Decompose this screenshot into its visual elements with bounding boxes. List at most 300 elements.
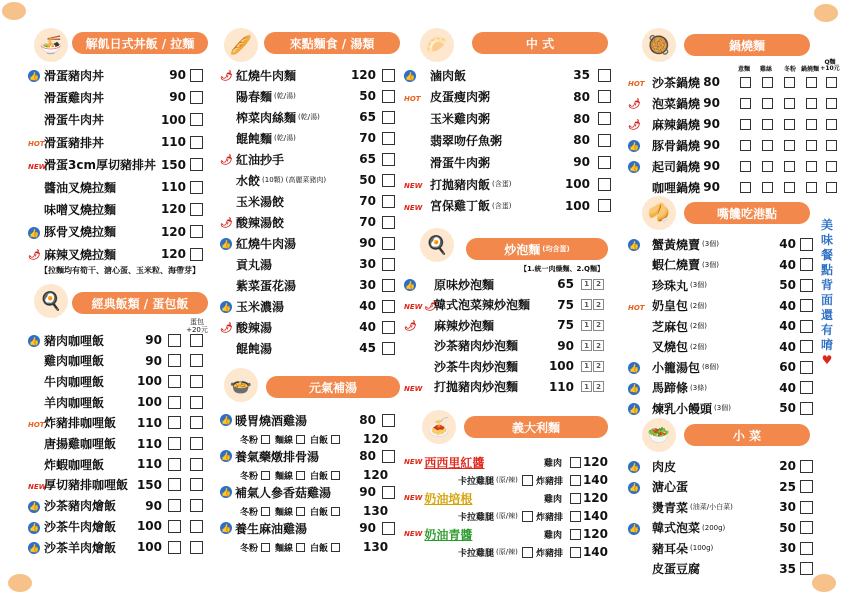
- section-title-pot-noodles: 鍋燒麵: [684, 34, 810, 56]
- item-price: 90: [359, 521, 376, 535]
- order-checkbox[interactable]: [800, 460, 813, 473]
- order-checkbox[interactable]: [800, 521, 813, 534]
- noodle-choice-2[interactable]: 2: [593, 320, 604, 331]
- new-badge-icon: NEW: [404, 458, 423, 466]
- order-checkbox[interactable]: [740, 77, 751, 88]
- item-note: (3個): [702, 260, 719, 269]
- item-name: 煉乳小饅頭: [652, 401, 713, 416]
- order-checkbox[interactable]: [740, 119, 751, 130]
- item-name: 酸辣湯: [236, 320, 273, 335]
- item-price: 75: [557, 297, 574, 312]
- order-checkbox[interactable]: [800, 480, 813, 493]
- thumbs-up-icon: 👍: [629, 162, 639, 172]
- thumbs-up-icon: 👍: [29, 543, 39, 553]
- item-name: 水餃: [236, 173, 261, 188]
- order-checkbox[interactable]: [800, 381, 813, 394]
- item-name: 補氣人參香菇雞湯: [235, 485, 332, 500]
- item-name: 暖胃燒酒雞湯: [235, 413, 308, 428]
- option-checkbox[interactable]: [331, 435, 340, 444]
- chili-icon: 🌶: [628, 99, 641, 110]
- egg-shell-decoration: [814, 4, 838, 22]
- item-price: 80: [703, 75, 720, 89]
- pot-noodle-type-header: 雞絲: [759, 66, 772, 73]
- pot-noodle-type-header: 冬粉: [783, 66, 796, 73]
- noodle-choice-1[interactable]: 1: [581, 340, 592, 351]
- item-price: 45: [359, 341, 376, 355]
- option-vermicelli: 冬粉: [240, 435, 259, 446]
- section-title-noodles-soup: 來點麵食 / 湯類: [264, 32, 400, 54]
- item-name: 酸辣湯餃: [236, 215, 285, 230]
- noodle-choice-1[interactable]: 1: [581, 361, 592, 372]
- chili-icon: 🌶: [404, 321, 417, 332]
- item-name: 炸豬排咖哩飯: [44, 416, 117, 431]
- item-price: 40: [779, 339, 796, 354]
- item-price: 20: [779, 459, 796, 473]
- item-name: 餛飩麵: [236, 131, 273, 146]
- menu-item-row: [0, 538, 842, 558]
- chili-icon: 🌶: [628, 120, 641, 131]
- item-price: 120: [160, 247, 186, 262]
- order-checkbox[interactable]: [806, 140, 817, 151]
- item-name: 豬肉咖哩飯: [44, 333, 105, 348]
- order-checkbox[interactable]: [784, 140, 795, 151]
- item-price: 90: [703, 180, 720, 194]
- pasta-price: 120: [582, 527, 608, 541]
- item-price: 90: [145, 333, 162, 347]
- item-price: 40: [359, 299, 376, 313]
- item-price: 90: [359, 485, 376, 499]
- order-checkbox[interactable]: [826, 161, 837, 172]
- item-name: 奶皇包: [652, 299, 689, 313]
- order-checkbox[interactable]: [784, 182, 795, 193]
- pasta-option-drumstick: 卡拉雞腿: [458, 476, 495, 487]
- menu-item-row: [0, 255, 842, 275]
- item-name: 榨菜肉絲麵: [236, 110, 297, 125]
- section-title-side-dishes: 小 菜: [684, 424, 810, 446]
- order-checkbox[interactable]: [762, 77, 773, 88]
- order-checkbox[interactable]: [826, 182, 837, 193]
- item-note: (乾/湯): [274, 92, 296, 100]
- item-note: (8個): [702, 363, 719, 371]
- menu-item-row: [0, 177, 842, 197]
- item-note: (含蛋): [492, 201, 512, 210]
- section-title-rice-omelette: 經典飯類 / 蛋包飯: [72, 292, 208, 314]
- item-price: 120: [160, 202, 186, 217]
- item-note: (乾/湯): [298, 113, 320, 121]
- item-price: 65: [359, 152, 376, 166]
- hot-badge-icon: HOT: [28, 420, 45, 429]
- option-rice: 白飯: [310, 471, 329, 482]
- pot-noodle-type-header: Q麵+10元: [820, 59, 840, 72]
- pasta-option-pork-cutlet: 炸豬排: [536, 512, 564, 523]
- item-name: 皮蛋豆腐: [652, 562, 701, 576]
- order-checkbox[interactable]: [806, 119, 817, 130]
- menu-item-row: [0, 559, 842, 579]
- order-checkbox[interactable]: [826, 140, 837, 151]
- thumbs-up-icon: 👍: [29, 71, 39, 81]
- noodle-choice-1[interactable]: 1: [581, 320, 592, 331]
- thumbs-up-icon: 👍: [221, 415, 231, 425]
- thumbs-up-icon: 👍: [221, 451, 231, 461]
- fried-instant-title: 炒泡麵: [504, 242, 541, 257]
- order-checkbox[interactable]: [762, 182, 773, 193]
- item-name: 馬蹄條: [652, 381, 689, 395]
- thumbs-up-icon: 👍: [629, 141, 639, 151]
- item-note: (3個): [714, 404, 731, 412]
- menu-item-row: [0, 93, 842, 113]
- order-checkbox[interactable]: [826, 119, 837, 130]
- thumbs-up-icon: 👍: [629, 363, 639, 373]
- item-name: 沙茶牛肉燴飯: [44, 519, 117, 534]
- item-price: 100: [160, 112, 186, 127]
- order-checkbox[interactable]: [806, 182, 817, 193]
- egg-shell-decoration: [2, 2, 26, 20]
- item-price: 70: [359, 194, 376, 208]
- menu-item-row: [0, 296, 842, 316]
- dimsum-icon: 🥠: [642, 196, 676, 230]
- order-checkbox[interactable]: [800, 238, 813, 251]
- item-price: 50: [779, 520, 796, 535]
- chili-icon: 🌶: [220, 218, 233, 229]
- thumbs-up-icon: 👍: [629, 524, 639, 534]
- option-thin-noodles: 麵線: [275, 543, 294, 554]
- side-text-char: 美: [820, 218, 833, 232]
- side-text-char: 唷: [820, 338, 833, 352]
- item-price: 75: [557, 318, 574, 332]
- item-price: 80: [359, 413, 376, 427]
- pasta-price: 120: [582, 491, 608, 505]
- item-name: 沙茶豬肉炒泡麵: [434, 339, 519, 353]
- item-name: 小籠湯包: [652, 360, 701, 375]
- pasta-option-drumstick: 卡拉雞腿: [458, 512, 495, 523]
- option-price: 120: [363, 468, 389, 482]
- pasta-option-chicken: 雞肉: [544, 458, 563, 469]
- new-badge-icon: NEW: [404, 203, 423, 212]
- item-name: 玉米濃湯: [236, 299, 285, 314]
- thumbs-up-icon: 👍: [629, 240, 639, 250]
- noodle-choice-1[interactable]: 1: [581, 299, 592, 310]
- order-checkbox[interactable]: [762, 161, 773, 172]
- menu-item-row: [0, 398, 842, 418]
- order-checkbox[interactable]: [806, 161, 817, 172]
- order-checkbox[interactable]: [740, 161, 751, 172]
- thumbs-up-icon: 👍: [29, 228, 39, 238]
- order-checkbox[interactable]: [806, 98, 817, 109]
- hot-badge-icon: HOT: [628, 80, 645, 88]
- item-name: 紅燒牛肉湯: [236, 236, 297, 251]
- order-checkbox[interactable]: [800, 299, 813, 312]
- item-note: (3條): [690, 383, 707, 392]
- item-price: 90: [703, 96, 720, 110]
- order-checkbox[interactable]: [800, 501, 813, 514]
- item-note: (3個): [690, 281, 707, 289]
- menu-item-row: [0, 497, 842, 517]
- item-price: 40: [779, 237, 796, 251]
- option-rice: 白飯: [310, 435, 329, 446]
- thumbs-up-icon: 👍: [629, 483, 639, 493]
- item-name: 陽春麵: [236, 89, 273, 104]
- chili-icon: 🌶: [424, 300, 438, 312]
- item-price: 100: [136, 395, 162, 410]
- option-vermicelli: 冬粉: [240, 507, 259, 518]
- item-name: 珍珠丸: [652, 278, 689, 293]
- order-checkbox[interactable]: [784, 161, 795, 172]
- noodle-choice-2[interactable]: 2: [593, 279, 604, 290]
- item-price: 50: [359, 173, 376, 187]
- thumbs-up-icon: 👍: [629, 462, 639, 472]
- ramen-note: 【拉麵均有筍干、溏心蛋、玉米粒、海帶芽】: [40, 266, 200, 275]
- item-price: 80: [359, 449, 376, 463]
- order-checkbox[interactable]: [800, 402, 813, 415]
- order-checkbox[interactable]: [826, 77, 837, 88]
- item-price: 90: [703, 159, 720, 173]
- pasta-price: 140: [582, 545, 608, 559]
- item-note: (10顆) (高麗菜豬肉): [262, 176, 327, 184]
- new-badge-icon: NEW: [28, 162, 47, 171]
- omelette-note: 蛋包+20元: [186, 318, 208, 334]
- item-name: 滑蛋雞肉丼: [44, 90, 105, 105]
- item-price: 30: [779, 541, 796, 555]
- pasta-name: 奶油培根: [424, 491, 473, 506]
- item-name: 餛飩湯: [236, 341, 273, 356]
- item-name: 醬油叉燒拉麵: [44, 180, 117, 195]
- item-price: 110: [136, 415, 162, 430]
- side-text-char: 還: [820, 308, 833, 322]
- item-name: 味噌叉燒拉麵: [44, 202, 117, 217]
- side-text-char: 背: [820, 278, 833, 292]
- option-rice: 白飯: [310, 543, 329, 554]
- menu-item-row: [0, 135, 842, 155]
- new-badge-icon: NEW: [404, 182, 423, 190]
- order-checkbox[interactable]: [740, 182, 751, 193]
- item-note: (2個): [690, 342, 707, 351]
- item-price: 100: [564, 198, 590, 213]
- item-name: 沙茶鍋燒: [652, 75, 701, 90]
- item-name: 打拋豬肉飯: [430, 177, 491, 192]
- order-checkbox[interactable]: [826, 98, 837, 109]
- omelette-icon: 🍳: [34, 284, 68, 318]
- pasta-icon: 🍝: [422, 410, 456, 444]
- item-price: 90: [557, 338, 574, 353]
- option-checkbox[interactable]: [261, 435, 270, 444]
- option-vermicelli: 冬粉: [240, 471, 259, 482]
- noodle-choice-1[interactable]: 1: [581, 381, 592, 392]
- item-name: 麻辣叉燒拉麵: [44, 247, 117, 262]
- item-name: 滷肉飯: [430, 68, 467, 83]
- menu-item-row: [0, 234, 842, 254]
- thumbs-up-icon: 👍: [221, 239, 231, 249]
- hotpot-icon: 🥘: [642, 28, 676, 62]
- noodle-choice-1[interactable]: 1: [581, 279, 592, 290]
- pot-noodle-type-header: 鍋燒麵: [800, 66, 819, 73]
- fried-instant-title-note: (均含蛋): [542, 245, 570, 253]
- side-text-char: 有: [820, 323, 833, 337]
- item-name: 滑蛋豬肉丼: [44, 68, 105, 83]
- option-rice: 白飯: [310, 507, 329, 518]
- order-checkbox[interactable]: [800, 320, 813, 333]
- item-name: 雞肉咖哩飯: [44, 354, 105, 369]
- item-name: 肉皮: [652, 459, 677, 474]
- item-price: 50: [359, 89, 376, 103]
- order-checkbox[interactable]: [382, 216, 395, 229]
- order-checkbox[interactable]: [740, 140, 751, 151]
- item-price: 110: [136, 457, 162, 472]
- tonic-soup-options: [240, 432, 388, 446]
- pasta-option-pork-cutlet: 炸豬排: [536, 476, 564, 487]
- item-name: 蟹黃燒賣: [652, 237, 701, 252]
- item-note: (含蛋): [492, 180, 512, 188]
- item-name: 牛肉咖哩飯: [44, 374, 105, 389]
- item-note: (2個): [690, 301, 707, 310]
- item-name: 芝麻包: [652, 319, 689, 334]
- order-checkbox[interactable]: [740, 98, 751, 109]
- hot-badge-icon: HOT: [404, 94, 421, 103]
- item-price: 30: [779, 500, 796, 514]
- item-price: 40: [359, 320, 376, 334]
- new-badge-icon: NEW: [404, 384, 423, 393]
- item-name: 叉燒包: [652, 340, 689, 354]
- pasta-option-note: (原/辣): [496, 548, 518, 556]
- item-name: 炸蝦咖哩飯: [44, 457, 105, 472]
- item-price: 150: [160, 157, 186, 172]
- item-price: 100: [564, 177, 590, 191]
- order-checkbox[interactable]: [800, 279, 813, 292]
- order-checkbox[interactable]: [800, 258, 813, 271]
- menu-item-row: [0, 72, 842, 92]
- item-price: 100: [136, 540, 162, 554]
- order-checkbox[interactable]: [784, 119, 795, 130]
- item-price: 40: [779, 257, 796, 272]
- thumbs-up-icon: 👍: [405, 71, 415, 81]
- order-checkbox[interactable]: [762, 119, 773, 130]
- pasta-name: 西西里紅醬: [424, 455, 485, 470]
- chili-icon: 🌶: [220, 155, 233, 166]
- item-price: 100: [136, 374, 162, 389]
- option-price: 120: [363, 432, 389, 446]
- side-text-char: 餐: [820, 248, 833, 262]
- item-name: 沙茶豬肉燴飯: [44, 499, 117, 514]
- order-checkbox[interactable]: [784, 77, 795, 88]
- order-checkbox[interactable]: [784, 98, 795, 109]
- item-name: 滑蛋牛肉丼: [44, 113, 105, 128]
- item-price: 110: [548, 379, 574, 394]
- option-vermicelli: 冬粉: [240, 543, 259, 554]
- item-name: 豚骨鍋燒: [652, 138, 701, 153]
- thumbs-up-icon: 👍: [221, 487, 231, 497]
- item-price: 80: [573, 111, 590, 126]
- pasta-option-note: (原/辣): [496, 512, 518, 520]
- item-price: 120: [160, 224, 186, 239]
- chili-icon: 🌶: [220, 71, 233, 82]
- item-name: 滑蛋豬排丼: [44, 135, 105, 150]
- item-name: 羊肉咖哩飯: [44, 395, 105, 410]
- item-name: 翡翠吻仔魚粥: [430, 133, 503, 148]
- dumpling-icon: 🥟: [420, 28, 454, 62]
- noodle-choice-2[interactable]: 2: [593, 340, 604, 351]
- item-price: 100: [548, 359, 574, 373]
- order-checkbox[interactable]: [800, 542, 813, 555]
- pasta-option-chicken: 雞肉: [544, 494, 563, 505]
- pasta-price: 120: [582, 455, 608, 469]
- item-price: 65: [557, 277, 574, 291]
- item-price: 30: [359, 257, 376, 271]
- item-price: 35: [573, 68, 590, 82]
- order-checkbox[interactable]: [800, 562, 813, 575]
- item-note: (乾/湯): [274, 134, 296, 142]
- item-price: 110: [160, 135, 186, 150]
- soup-icon: 🍲: [224, 368, 258, 402]
- option-checkbox[interactable]: [296, 435, 305, 444]
- pasta-name: 奶油青醬: [424, 527, 473, 542]
- item-name: 唐揚雞咖哩飯: [44, 437, 117, 451]
- side-text-char: 面: [820, 293, 833, 307]
- thumbs-up-icon: 👍: [29, 523, 39, 533]
- pasta-option-note: (原/辣): [496, 476, 518, 484]
- pasta-option-chicken: 雞肉: [544, 530, 563, 541]
- option-thin-noodles: 麵線: [275, 507, 294, 518]
- menu-item-row: [0, 275, 842, 295]
- order-checkbox[interactable]: [598, 199, 611, 212]
- pasta-option-pork-cutlet: 炸豬排: [536, 548, 564, 559]
- item-price: 90: [145, 498, 162, 513]
- item-price: 65: [359, 110, 376, 124]
- item-name: 紅燒牛肉麵: [236, 68, 297, 83]
- heart-icon: ♥: [821, 353, 833, 367]
- item-name: 玉米湯餃: [236, 194, 285, 209]
- item-price: 110: [160, 180, 186, 194]
- noodle-choice-2[interactable]: 2: [593, 381, 604, 392]
- section-title-tonic-soup: 元氣補湯: [266, 376, 400, 398]
- menu-item-row: [0, 378, 842, 398]
- item-price: 30: [359, 278, 376, 292]
- salad-icon: 🥗: [642, 418, 676, 452]
- item-price: 35: [779, 561, 796, 576]
- option-price: 130: [363, 540, 389, 554]
- noodle-choice-2[interactable]: 2: [593, 299, 604, 310]
- item-price: 90: [169, 90, 186, 105]
- order-checkbox[interactable]: [806, 77, 817, 88]
- thumbs-up-icon: 👍: [405, 280, 415, 290]
- section-title-chinese: 中 式: [472, 32, 608, 54]
- order-checkbox[interactable]: [800, 340, 813, 353]
- item-name: 蝦仁燒賣: [652, 258, 701, 272]
- item-price: 100: [136, 519, 162, 534]
- item-price: 50: [779, 401, 796, 415]
- item-price: 40: [779, 298, 796, 313]
- item-price: 90: [573, 155, 590, 170]
- order-checkbox[interactable]: [762, 140, 773, 151]
- hot-badge-icon: HOT: [28, 140, 45, 149]
- new-badge-icon: NEW: [404, 494, 423, 502]
- item-name: 燙青菜: [652, 500, 689, 515]
- order-checkbox[interactable]: [800, 361, 813, 374]
- item-price: 60: [779, 360, 796, 374]
- item-name: 滑蛋3cm厚切豬排丼: [44, 158, 156, 173]
- item-name: 溏心蛋: [652, 480, 689, 494]
- item-name: 滑蛋牛肉粥: [430, 155, 491, 170]
- order-checkbox[interactable]: [762, 98, 773, 109]
- pasta-price: 140: [582, 473, 608, 487]
- pasta-price: 140: [582, 509, 608, 523]
- item-name: 韓式泡菜辣炒泡麵: [434, 298, 531, 312]
- thumbs-up-icon: 👍: [29, 502, 39, 512]
- option-thin-noodles: 麵線: [275, 435, 294, 446]
- thumbs-up-icon: 👍: [221, 523, 231, 533]
- item-name: 打拋豬肉炒泡麵: [434, 380, 519, 394]
- noodle-choice-2[interactable]: 2: [593, 361, 604, 372]
- pot-noodle-type-header: 意麵: [737, 66, 750, 73]
- item-price: 90: [703, 117, 720, 131]
